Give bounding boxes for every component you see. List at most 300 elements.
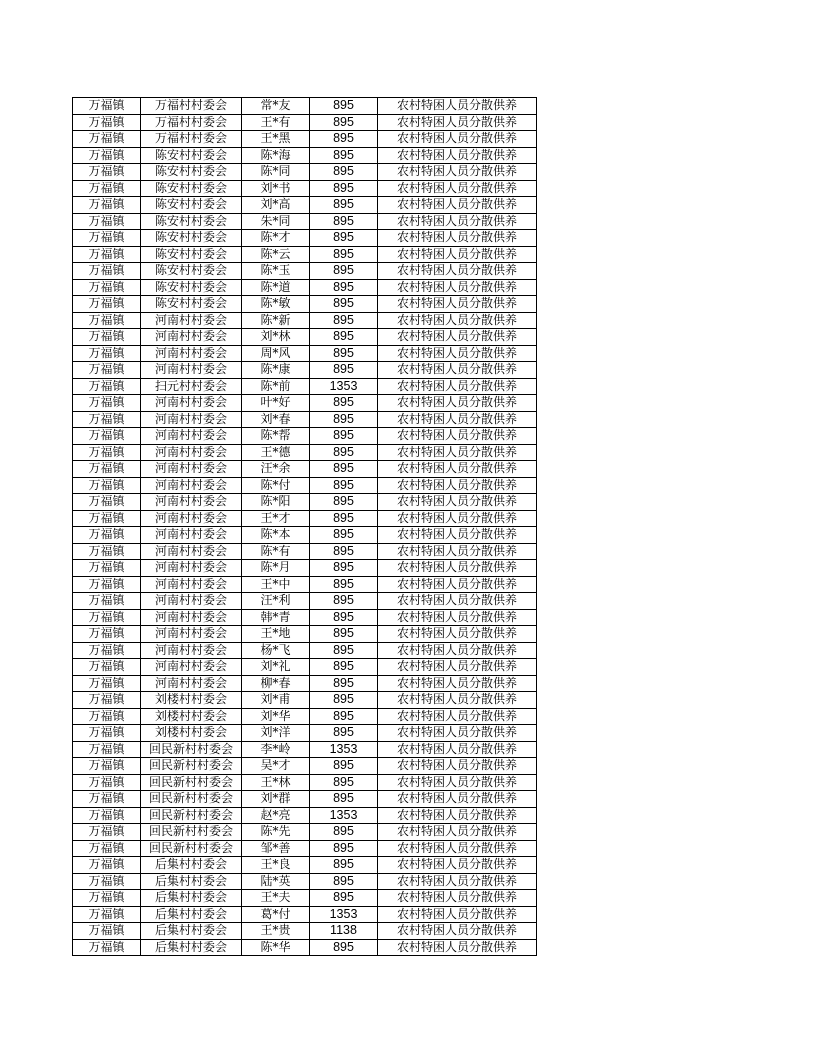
village-committee-cell: 回民新村村委会 xyxy=(141,807,242,824)
person-name-cell: 朱*同 xyxy=(242,213,310,230)
town-cell: 万福镇 xyxy=(73,527,141,544)
town-cell: 万福镇 xyxy=(73,378,141,395)
category-cell: 农村特困人员分散供养 xyxy=(378,576,537,593)
village-committee-cell: 陈安村村委会 xyxy=(141,246,242,263)
category-cell: 农村特困人员分散供养 xyxy=(378,114,537,131)
table-body xyxy=(73,98,537,956)
village-committee-cell: 刘楼村村委会 xyxy=(141,708,242,725)
village-committee-cell: 河南村村委会 xyxy=(141,626,242,643)
table-row xyxy=(73,642,537,659)
category-cell: 农村特困人员分散供养 xyxy=(378,263,537,280)
town-cell: 万福镇 xyxy=(73,230,141,247)
village-committee-cell: 河南村村委会 xyxy=(141,312,242,329)
village-committee-cell: 万福村村委会 xyxy=(141,98,242,115)
category-cell: 农村特困人员分散供养 xyxy=(378,378,537,395)
table-row xyxy=(73,494,537,511)
table-row xyxy=(73,873,537,890)
town-cell: 万福镇 xyxy=(73,609,141,626)
category-cell: 农村特困人员分散供养 xyxy=(378,741,537,758)
table-row xyxy=(73,576,537,593)
village-committee-cell: 扫元村村委会 xyxy=(141,378,242,395)
person-name-cell: 王*有 xyxy=(242,114,310,131)
town-cell: 万福镇 xyxy=(73,147,141,164)
amount-cell: 895 xyxy=(310,197,378,214)
category-cell: 农村特困人员分散供养 xyxy=(378,791,537,808)
village-committee-cell: 河南村村委会 xyxy=(141,362,242,379)
village-committee-cell: 河南村村委会 xyxy=(141,345,242,362)
town-cell: 万福镇 xyxy=(73,873,141,890)
town-cell: 万福镇 xyxy=(73,263,141,280)
town-cell: 万福镇 xyxy=(73,362,141,379)
person-name-cell: 李*岭 xyxy=(242,741,310,758)
town-cell: 万福镇 xyxy=(73,494,141,511)
village-committee-cell: 河南村村委会 xyxy=(141,411,242,428)
village-committee-cell: 河南村村委会 xyxy=(141,444,242,461)
amount-cell: 895 xyxy=(310,873,378,890)
person-name-cell: 柳*春 xyxy=(242,675,310,692)
table-row xyxy=(73,131,537,148)
village-committee-cell: 河南村村委会 xyxy=(141,659,242,676)
town-cell: 万福镇 xyxy=(73,395,141,412)
person-name-cell: 葛*付 xyxy=(242,906,310,923)
person-name-cell: 常*友 xyxy=(242,98,310,115)
person-name-cell: 陈*本 xyxy=(242,527,310,544)
amount-cell: 895 xyxy=(310,675,378,692)
table-row xyxy=(73,758,537,775)
person-name-cell: 陈*海 xyxy=(242,147,310,164)
amount-cell: 895 xyxy=(310,527,378,544)
table-row xyxy=(73,428,537,445)
table-row xyxy=(73,329,537,346)
person-name-cell: 陈*华 xyxy=(242,939,310,956)
person-name-cell: 陈*道 xyxy=(242,279,310,296)
amount-cell: 895 xyxy=(310,263,378,280)
amount-cell: 895 xyxy=(310,477,378,494)
amount-cell: 895 xyxy=(310,510,378,527)
amount-cell: 895 xyxy=(310,131,378,148)
amount-cell: 895 xyxy=(310,444,378,461)
category-cell: 农村特困人员分散供养 xyxy=(378,477,537,494)
town-cell: 万福镇 xyxy=(73,692,141,709)
category-cell: 农村特困人员分散供养 xyxy=(378,461,537,478)
table-row xyxy=(73,840,537,857)
category-cell: 农村特困人员分散供养 xyxy=(378,98,537,115)
person-name-cell: 王*贵 xyxy=(242,923,310,940)
person-name-cell: 陈*月 xyxy=(242,560,310,577)
table-row xyxy=(73,560,537,577)
table-row xyxy=(73,345,537,362)
table-row xyxy=(73,395,537,412)
person-name-cell: 陈*前 xyxy=(242,378,310,395)
category-cell: 农村特困人员分散供养 xyxy=(378,642,537,659)
amount-cell: 895 xyxy=(310,857,378,874)
table-row xyxy=(73,296,537,313)
category-cell: 农村特困人员分散供养 xyxy=(378,593,537,610)
village-committee-cell: 河南村村委会 xyxy=(141,560,242,577)
village-committee-cell: 陈安村村委会 xyxy=(141,230,242,247)
table-row xyxy=(73,807,537,824)
person-name-cell: 陈*玉 xyxy=(242,263,310,280)
amount-cell: 895 xyxy=(310,824,378,841)
category-cell: 农村特困人员分散供养 xyxy=(378,329,537,346)
table-row xyxy=(73,444,537,461)
person-name-cell: 陈*云 xyxy=(242,246,310,263)
village-committee-cell: 河南村村委会 xyxy=(141,609,242,626)
person-name-cell: 王*德 xyxy=(242,444,310,461)
amount-cell: 895 xyxy=(310,114,378,131)
category-cell: 农村特困人员分散供养 xyxy=(378,774,537,791)
village-committee-cell: 河南村村委会 xyxy=(141,395,242,412)
category-cell: 农村特困人员分散供养 xyxy=(378,807,537,824)
town-cell: 万福镇 xyxy=(73,510,141,527)
village-committee-cell: 河南村村委会 xyxy=(141,675,242,692)
town-cell: 万福镇 xyxy=(73,560,141,577)
category-cell: 农村特困人员分散供养 xyxy=(378,824,537,841)
village-committee-cell: 河南村村委会 xyxy=(141,576,242,593)
amount-cell: 895 xyxy=(310,312,378,329)
category-cell: 农村特困人员分散供养 xyxy=(378,659,537,676)
village-committee-cell: 河南村村委会 xyxy=(141,461,242,478)
amount-cell: 895 xyxy=(310,593,378,610)
village-committee-cell: 万福村村委会 xyxy=(141,114,242,131)
village-committee-cell: 河南村村委会 xyxy=(141,477,242,494)
town-cell: 万福镇 xyxy=(73,923,141,940)
amount-cell: 895 xyxy=(310,395,378,412)
village-committee-cell: 陈安村村委会 xyxy=(141,263,242,280)
table-row xyxy=(73,593,537,610)
town-cell: 万福镇 xyxy=(73,543,141,560)
amount-cell: 895 xyxy=(310,890,378,907)
table-row xyxy=(73,708,537,725)
village-committee-cell: 陈安村村委会 xyxy=(141,180,242,197)
village-committee-cell: 河南村村委会 xyxy=(141,642,242,659)
town-cell: 万福镇 xyxy=(73,840,141,857)
village-committee-cell: 回民新村村委会 xyxy=(141,840,242,857)
table-row xyxy=(73,774,537,791)
town-cell: 万福镇 xyxy=(73,180,141,197)
village-committee-cell: 后集村村委会 xyxy=(141,939,242,956)
amount-cell: 895 xyxy=(310,642,378,659)
category-cell: 农村特困人员分散供养 xyxy=(378,296,537,313)
amount-cell: 895 xyxy=(310,774,378,791)
category-cell: 农村特困人员分散供养 xyxy=(378,362,537,379)
amount-cell: 1138 xyxy=(310,923,378,940)
amount-cell: 895 xyxy=(310,494,378,511)
category-cell: 农村特困人员分散供养 xyxy=(378,560,537,577)
person-name-cell: 刘*洋 xyxy=(242,725,310,742)
category-cell: 农村特困人员分散供养 xyxy=(378,758,537,775)
person-name-cell: 杨*飞 xyxy=(242,642,310,659)
category-cell: 农村特困人员分散供养 xyxy=(378,939,537,956)
person-name-cell: 陈*新 xyxy=(242,312,310,329)
town-cell: 万福镇 xyxy=(73,758,141,775)
village-committee-cell: 后集村村委会 xyxy=(141,873,242,890)
category-cell: 农村特困人员分散供养 xyxy=(378,840,537,857)
table-row xyxy=(73,510,537,527)
person-name-cell: 王*夫 xyxy=(242,890,310,907)
town-cell: 万福镇 xyxy=(73,576,141,593)
town-cell: 万福镇 xyxy=(73,906,141,923)
amount-cell: 895 xyxy=(310,411,378,428)
town-cell: 万福镇 xyxy=(73,791,141,808)
amount-cell: 895 xyxy=(310,576,378,593)
village-committee-cell: 河南村村委会 xyxy=(141,428,242,445)
table-row xyxy=(73,543,537,560)
table-row xyxy=(73,312,537,329)
village-committee-cell: 刘楼村村委会 xyxy=(141,725,242,742)
amount-cell: 1353 xyxy=(310,906,378,923)
village-committee-cell: 万福村村委会 xyxy=(141,131,242,148)
table-row xyxy=(73,659,537,676)
amount-cell: 895 xyxy=(310,708,378,725)
amount-cell: 895 xyxy=(310,147,378,164)
category-cell: 农村特困人员分散供养 xyxy=(378,246,537,263)
person-name-cell: 刘*礼 xyxy=(242,659,310,676)
category-cell: 农村特困人员分散供养 xyxy=(378,279,537,296)
category-cell: 农村特困人员分散供养 xyxy=(378,510,537,527)
person-name-cell: 刘*春 xyxy=(242,411,310,428)
person-name-cell: 陈*同 xyxy=(242,164,310,181)
town-cell: 万福镇 xyxy=(73,296,141,313)
person-name-cell: 王*地 xyxy=(242,626,310,643)
table-row xyxy=(73,461,537,478)
person-name-cell: 王*中 xyxy=(242,576,310,593)
table-row xyxy=(73,675,537,692)
village-committee-cell: 河南村村委会 xyxy=(141,593,242,610)
village-committee-cell: 陈安村村委会 xyxy=(141,279,242,296)
table-row xyxy=(73,180,537,197)
category-cell: 农村特困人员分散供养 xyxy=(378,890,537,907)
amount-cell: 895 xyxy=(310,659,378,676)
category-cell: 农村特困人员分散供养 xyxy=(378,873,537,890)
person-name-cell: 刘*群 xyxy=(242,791,310,808)
village-committee-cell: 后集村村委会 xyxy=(141,923,242,940)
town-cell: 万福镇 xyxy=(73,626,141,643)
category-cell: 农村特困人员分散供养 xyxy=(378,494,537,511)
amount-cell: 895 xyxy=(310,560,378,577)
amount-cell: 895 xyxy=(310,362,378,379)
table-row xyxy=(73,609,537,626)
table-row xyxy=(73,246,537,263)
amount-cell: 895 xyxy=(310,939,378,956)
amount-cell: 895 xyxy=(310,98,378,115)
town-cell: 万福镇 xyxy=(73,708,141,725)
village-committee-cell: 陈安村村委会 xyxy=(141,213,242,230)
amount-cell: 1353 xyxy=(310,378,378,395)
table-row xyxy=(73,164,537,181)
person-name-cell: 周*风 xyxy=(242,345,310,362)
town-cell: 万福镇 xyxy=(73,213,141,230)
village-committee-cell: 河南村村委会 xyxy=(141,494,242,511)
person-name-cell: 汪*余 xyxy=(242,461,310,478)
person-name-cell: 陈*阳 xyxy=(242,494,310,511)
amount-cell: 895 xyxy=(310,180,378,197)
amount-cell: 895 xyxy=(310,279,378,296)
village-committee-cell: 陈安村村委会 xyxy=(141,164,242,181)
town-cell: 万福镇 xyxy=(73,444,141,461)
table-row xyxy=(73,527,537,544)
town-cell: 万福镇 xyxy=(73,675,141,692)
person-name-cell: 赵*亮 xyxy=(242,807,310,824)
category-cell: 农村特困人员分散供养 xyxy=(378,164,537,181)
town-cell: 万福镇 xyxy=(73,428,141,445)
category-cell: 农村特困人员分散供养 xyxy=(378,312,537,329)
town-cell: 万福镇 xyxy=(73,774,141,791)
category-cell: 农村特困人员分散供养 xyxy=(378,230,537,247)
town-cell: 万福镇 xyxy=(73,939,141,956)
amount-cell: 895 xyxy=(310,428,378,445)
category-cell: 农村特困人员分散供养 xyxy=(378,609,537,626)
table-row xyxy=(73,824,537,841)
category-cell: 农村特困人员分散供养 xyxy=(378,543,537,560)
amount-cell: 895 xyxy=(310,213,378,230)
person-name-cell: 汪*利 xyxy=(242,593,310,610)
category-cell: 农村特困人员分散供养 xyxy=(378,675,537,692)
person-name-cell: 刘*林 xyxy=(242,329,310,346)
table-row xyxy=(73,725,537,742)
amount-cell: 895 xyxy=(310,791,378,808)
person-name-cell: 陈*先 xyxy=(242,824,310,841)
person-name-cell: 王*才 xyxy=(242,510,310,527)
table-row xyxy=(73,939,537,956)
village-committee-cell: 陈安村村委会 xyxy=(141,147,242,164)
category-cell: 农村特困人员分散供养 xyxy=(378,131,537,148)
table-row xyxy=(73,279,537,296)
table-row xyxy=(73,626,537,643)
table-row xyxy=(73,147,537,164)
village-committee-cell: 河南村村委会 xyxy=(141,527,242,544)
person-name-cell: 刘*甫 xyxy=(242,692,310,709)
category-cell: 农村特困人员分散供养 xyxy=(378,527,537,544)
village-committee-cell: 后集村村委会 xyxy=(141,857,242,874)
village-committee-cell: 河南村村委会 xyxy=(141,329,242,346)
table-row xyxy=(73,213,537,230)
amount-cell: 895 xyxy=(310,329,378,346)
town-cell: 万福镇 xyxy=(73,164,141,181)
town-cell: 万福镇 xyxy=(73,131,141,148)
person-name-cell: 陈*康 xyxy=(242,362,310,379)
village-committee-cell: 回民新村村委会 xyxy=(141,758,242,775)
amount-cell: 895 xyxy=(310,345,378,362)
beneficiary-table xyxy=(72,97,537,956)
amount-cell: 895 xyxy=(310,230,378,247)
category-cell: 农村特困人员分散供养 xyxy=(378,428,537,445)
town-cell: 万福镇 xyxy=(73,279,141,296)
table-row xyxy=(73,741,537,758)
person-name-cell: 刘*书 xyxy=(242,180,310,197)
village-committee-cell: 陈安村村委会 xyxy=(141,296,242,313)
town-cell: 万福镇 xyxy=(73,312,141,329)
category-cell: 农村特困人员分散供养 xyxy=(378,708,537,725)
amount-cell: 1353 xyxy=(310,741,378,758)
village-committee-cell: 河南村村委会 xyxy=(141,510,242,527)
village-committee-cell: 陈安村村委会 xyxy=(141,197,242,214)
table-row xyxy=(73,411,537,428)
town-cell: 万福镇 xyxy=(73,345,141,362)
town-cell: 万福镇 xyxy=(73,461,141,478)
town-cell: 万福镇 xyxy=(73,411,141,428)
category-cell: 农村特困人员分散供养 xyxy=(378,147,537,164)
person-name-cell: 王*黑 xyxy=(242,131,310,148)
town-cell: 万福镇 xyxy=(73,246,141,263)
person-name-cell: 陈*才 xyxy=(242,230,310,247)
amount-cell: 1353 xyxy=(310,807,378,824)
category-cell: 农村特困人员分散供养 xyxy=(378,213,537,230)
town-cell: 万福镇 xyxy=(73,824,141,841)
village-committee-cell: 回民新村村委会 xyxy=(141,741,242,758)
amount-cell: 895 xyxy=(310,246,378,263)
amount-cell: 895 xyxy=(310,609,378,626)
table-row xyxy=(73,890,537,907)
person-name-cell: 王*良 xyxy=(242,857,310,874)
table-row xyxy=(73,114,537,131)
person-name-cell: 陈*帮 xyxy=(242,428,310,445)
town-cell: 万福镇 xyxy=(73,659,141,676)
town-cell: 万福镇 xyxy=(73,725,141,742)
village-committee-cell: 回民新村村委会 xyxy=(141,791,242,808)
village-committee-cell: 后集村村委会 xyxy=(141,906,242,923)
village-committee-cell: 后集村村委会 xyxy=(141,890,242,907)
town-cell: 万福镇 xyxy=(73,329,141,346)
category-cell: 农村特困人员分散供养 xyxy=(378,197,537,214)
town-cell: 万福镇 xyxy=(73,857,141,874)
amount-cell: 895 xyxy=(310,725,378,742)
table-row xyxy=(73,378,537,395)
town-cell: 万福镇 xyxy=(73,890,141,907)
amount-cell: 895 xyxy=(310,840,378,857)
village-committee-cell: 刘楼村村委会 xyxy=(141,692,242,709)
person-name-cell: 刘*华 xyxy=(242,708,310,725)
category-cell: 农村特困人员分散供养 xyxy=(378,857,537,874)
table-row xyxy=(73,98,537,115)
table-row xyxy=(73,692,537,709)
amount-cell: 895 xyxy=(310,296,378,313)
table-row xyxy=(73,263,537,280)
table-row xyxy=(73,477,537,494)
person-name-cell: 王*林 xyxy=(242,774,310,791)
person-name-cell: 陈*有 xyxy=(242,543,310,560)
person-name-cell: 邹*善 xyxy=(242,840,310,857)
category-cell: 农村特困人员分散供养 xyxy=(378,923,537,940)
person-name-cell: 叶*好 xyxy=(242,395,310,412)
person-name-cell: 陆*英 xyxy=(242,873,310,890)
person-name-cell: 韩*青 xyxy=(242,609,310,626)
amount-cell: 895 xyxy=(310,626,378,643)
town-cell: 万福镇 xyxy=(73,477,141,494)
category-cell: 农村特困人员分散供养 xyxy=(378,180,537,197)
table-row xyxy=(73,923,537,940)
person-name-cell: 刘*高 xyxy=(242,197,310,214)
category-cell: 农村特困人员分散供养 xyxy=(378,345,537,362)
table-row xyxy=(73,230,537,247)
category-cell: 农村特困人员分散供养 xyxy=(378,444,537,461)
person-name-cell: 陈*付 xyxy=(242,477,310,494)
village-committee-cell: 河南村村委会 xyxy=(141,543,242,560)
town-cell: 万福镇 xyxy=(73,741,141,758)
table-row xyxy=(73,906,537,923)
table-row xyxy=(73,362,537,379)
village-committee-cell: 回民新村村委会 xyxy=(141,774,242,791)
amount-cell: 895 xyxy=(310,758,378,775)
town-cell: 万福镇 xyxy=(73,98,141,115)
town-cell: 万福镇 xyxy=(73,114,141,131)
amount-cell: 895 xyxy=(310,543,378,560)
table-row xyxy=(73,791,537,808)
town-cell: 万福镇 xyxy=(73,642,141,659)
category-cell: 农村特困人员分散供养 xyxy=(378,725,537,742)
amount-cell: 895 xyxy=(310,461,378,478)
category-cell: 农村特困人员分散供养 xyxy=(378,692,537,709)
